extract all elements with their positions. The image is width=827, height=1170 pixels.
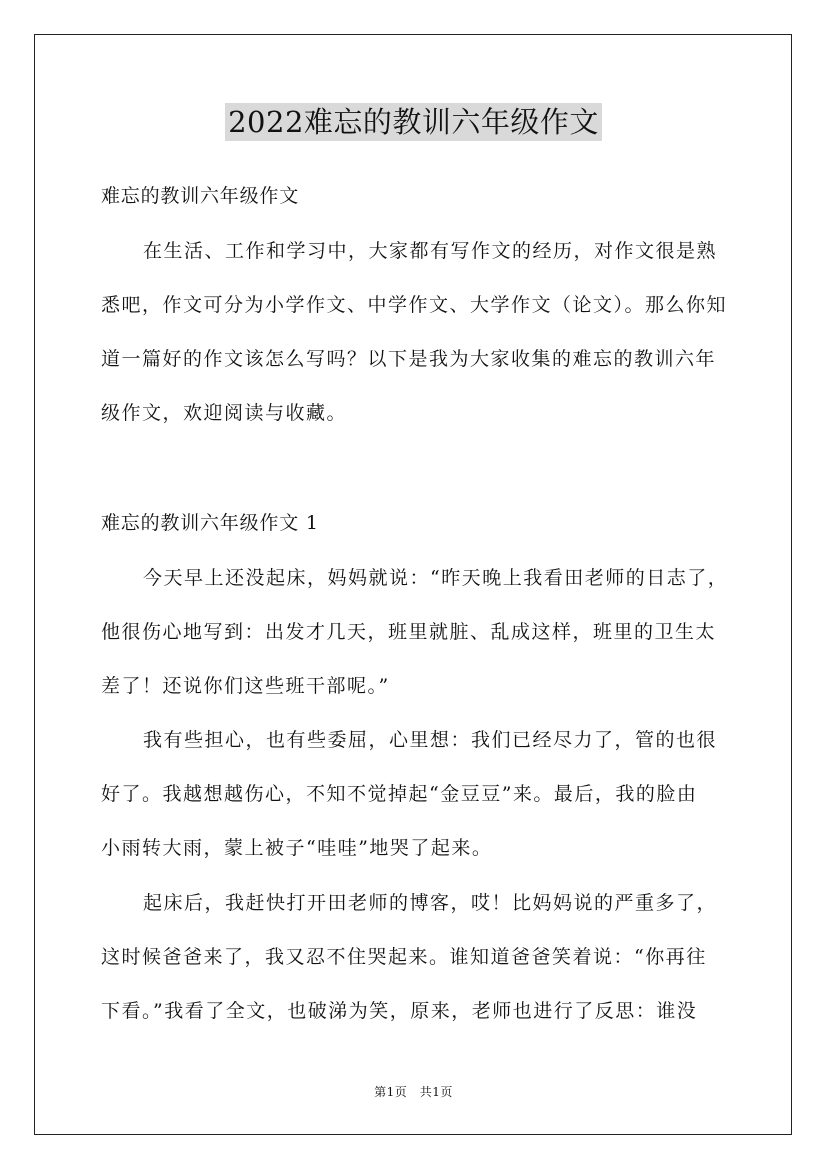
page-number: 第1页 共1页 bbox=[374, 1085, 453, 1099]
paragraph-line: 起床后，我赶快打开田老师的博客，哎！比妈妈说的严重多了， bbox=[143, 892, 718, 914]
paragraph-line: 今天早上还没起床，妈妈就说：“昨天晚上我看田老师的日志了， bbox=[143, 567, 729, 589]
essay-heading: 难忘的教训六年级作文 1 bbox=[101, 512, 319, 534]
intro-heading: 难忘的教训六年级作文 bbox=[101, 185, 300, 207]
intro-line: 级作文，欢迎阅读与收藏。 bbox=[101, 402, 348, 424]
paragraph-line: 这时候爸爸来了，我又忍不住哭起来。谁知道爸爸笑着说：“你再往 bbox=[101, 946, 707, 968]
paragraph-line: 小雨转大雨，蒙上被子“哇哇”地哭了起来。 bbox=[101, 837, 493, 859]
paragraph-line: 他很伤心地写到：出发才几天，班里就脏、乱成这样，班里的卫生太 bbox=[101, 621, 717, 643]
document-title: 2022难忘的教训六年级作文 bbox=[225, 103, 602, 141]
paragraph-line: 差了！还说你们这些班干部呢。” bbox=[101, 675, 390, 697]
intro-line: 悉吧，作文可分为小学作文、中学作文、大学作文（论文）。那么你知 bbox=[101, 294, 728, 316]
intro-line: 在生活、工作和学习中，大家都有写作文的经历，对作文很是熟 bbox=[143, 240, 718, 262]
paragraph-line: 好了。我越想越伤心，不知不觉掉起“金豆豆”来。最后，我的脸由 bbox=[101, 783, 698, 805]
paragraph-line: 下看。”我看了全文，也破涕为笑，原来，老师也进行了反思：谁没 bbox=[101, 1000, 698, 1022]
paragraph-line: 我有些担心，也有些委屈，心里想：我们已经尽力了，管的也很 bbox=[143, 729, 718, 751]
intro-line: 道一篇好的作文该怎么写吗？以下是我为大家收集的难忘的教训六年 bbox=[101, 348, 717, 370]
